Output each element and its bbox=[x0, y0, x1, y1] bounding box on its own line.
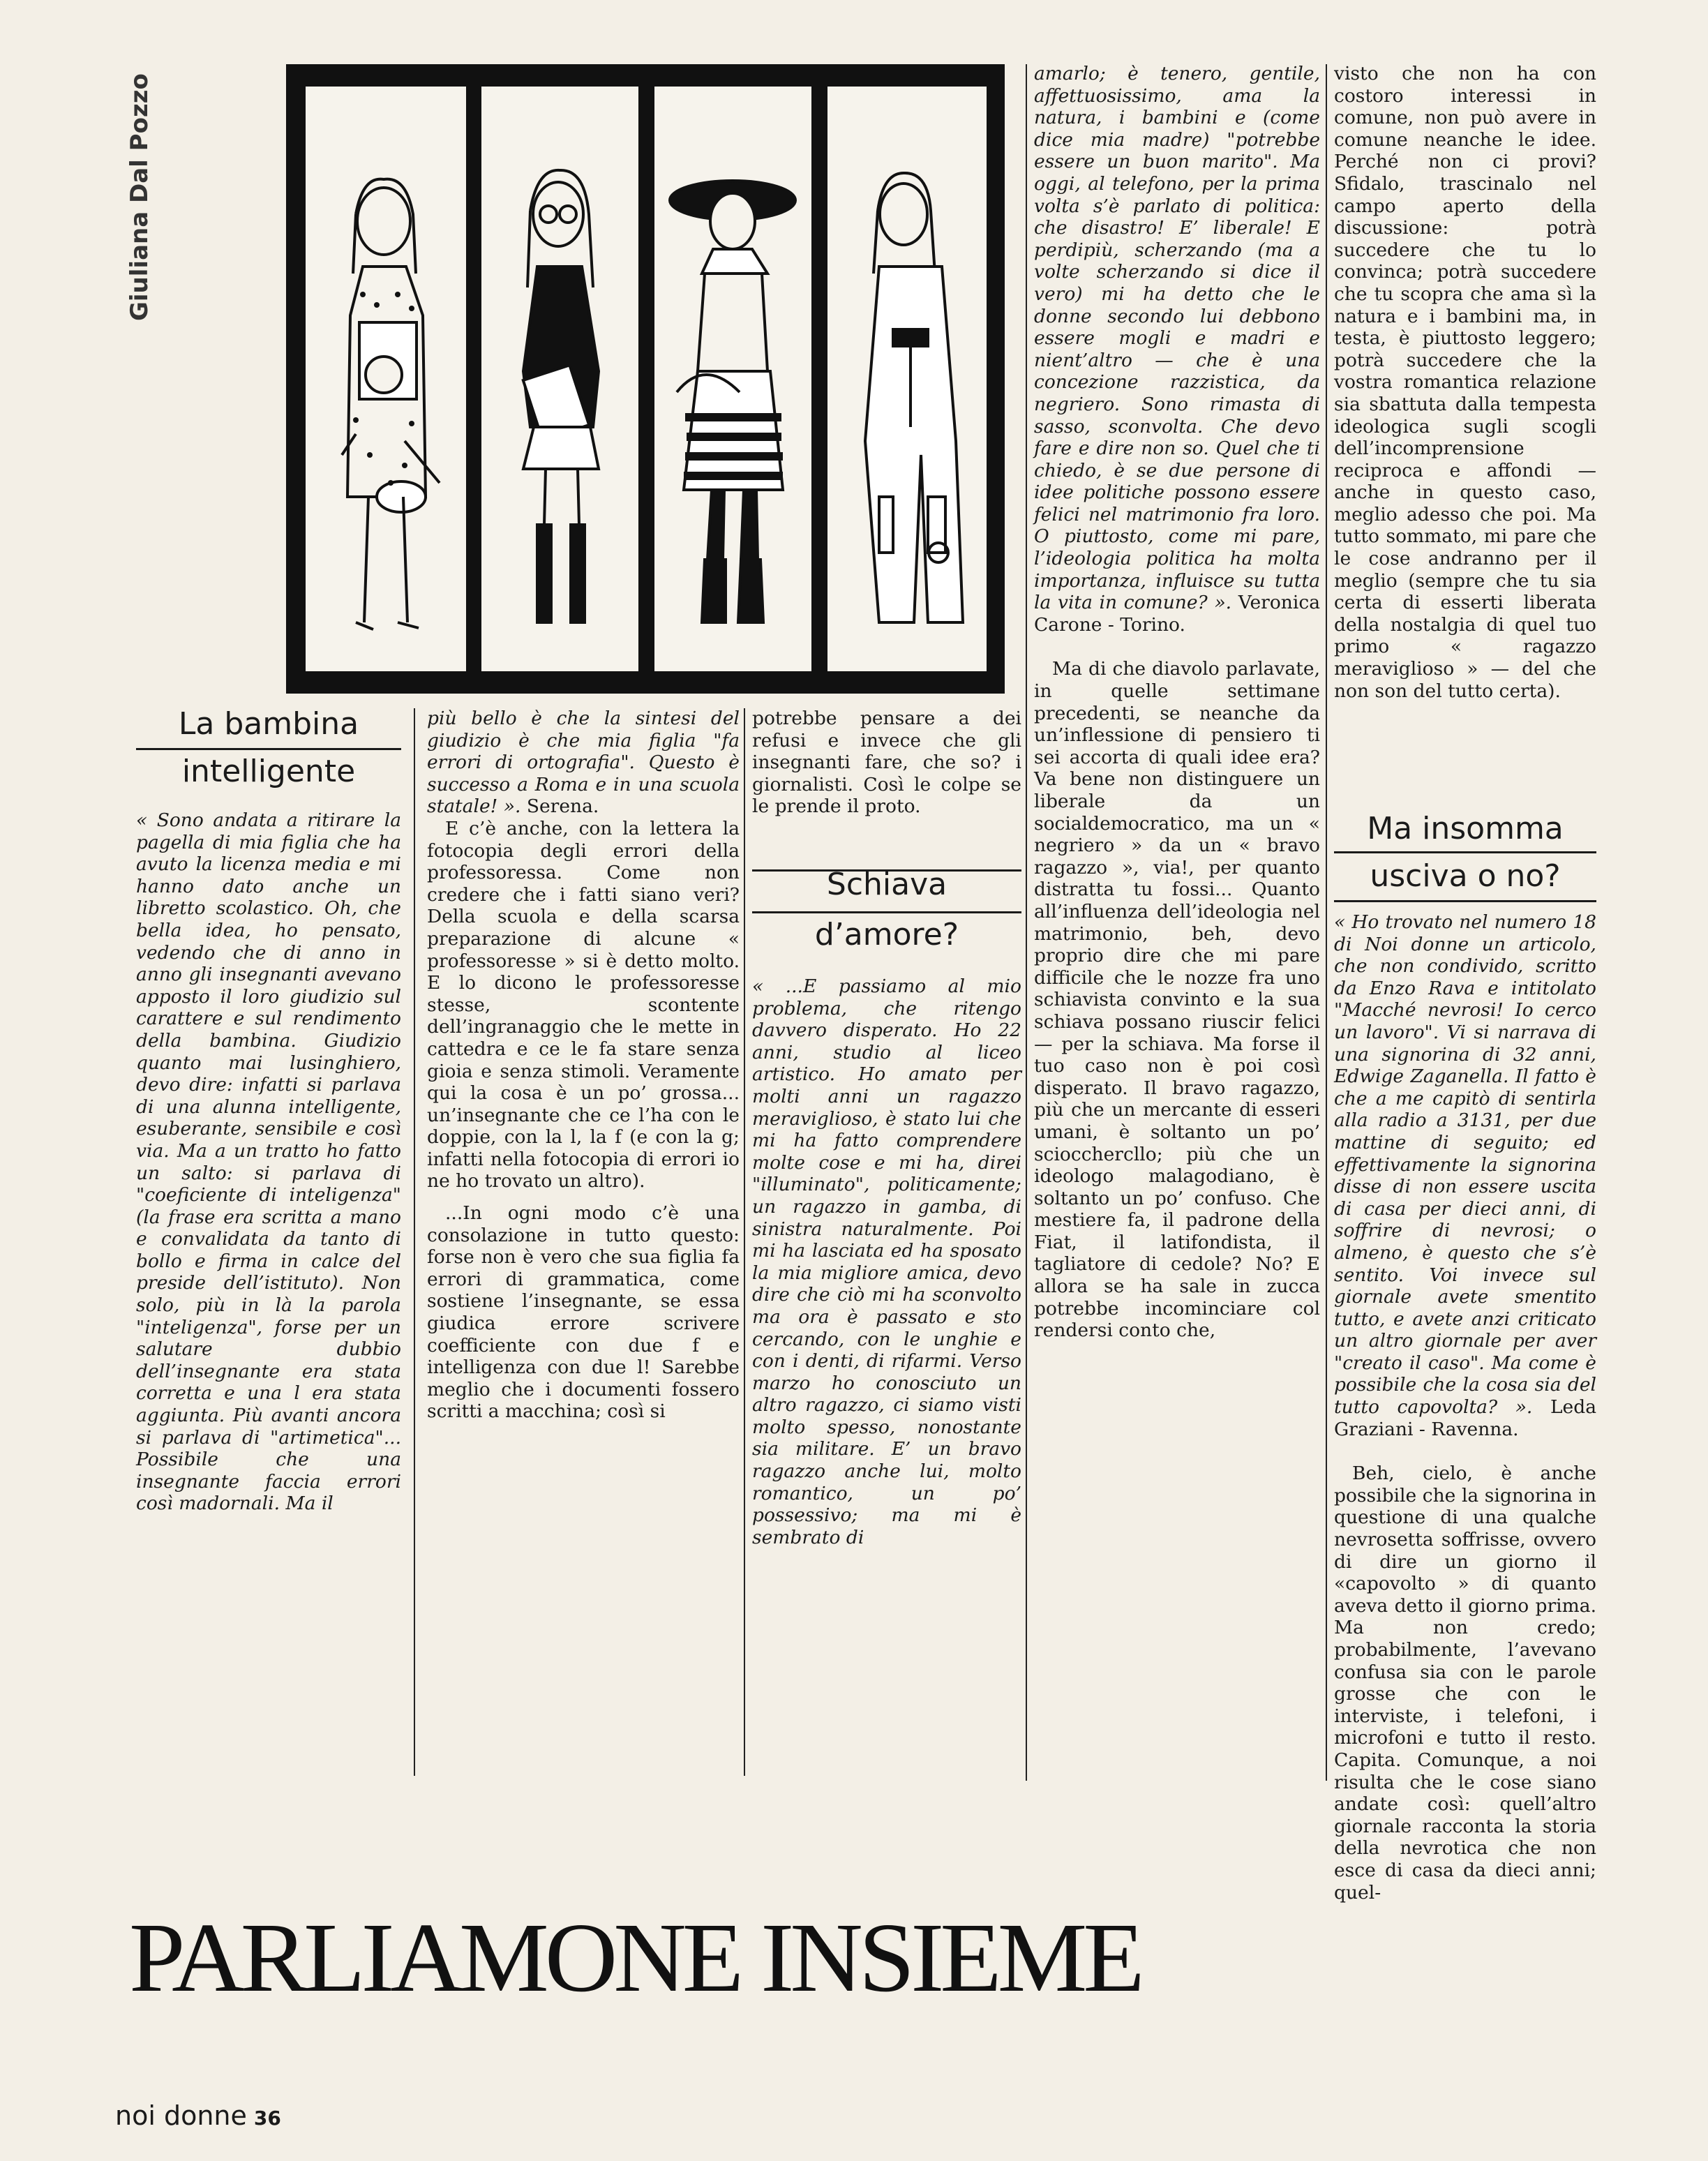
column-rule bbox=[1326, 64, 1327, 1781]
heading-insomma-line1: Ma insomma bbox=[1367, 811, 1564, 846]
page-footer bbox=[115, 2100, 281, 2131]
heading-schiava-line1: Schiava bbox=[826, 867, 947, 902]
column-3 bbox=[752, 708, 1021, 818]
magazine-name: noi donne bbox=[115, 2100, 247, 2131]
reply-bambina-2: ...In ogni modo c’è una consolazione in tutto questo: forse non è vero che sua figlia fa errori di grammatica, come sostiene l’insegnante, se essa giudica errore scrivere coefficiente con due f e intelligenza con due l! Sarebbe meglio che i documenti fossero scritti a macchina; così si bbox=[427, 1202, 740, 1423]
page-number: 36 bbox=[253, 2107, 281, 2130]
heading-insomma bbox=[1334, 809, 1596, 848]
column-3-letter bbox=[752, 975, 1021, 1548]
heading-schiava-2 bbox=[752, 915, 1021, 955]
heading-rule bbox=[1334, 900, 1596, 902]
column-rule bbox=[744, 708, 745, 1776]
column-1 bbox=[136, 809, 401, 1515]
byline bbox=[119, 73, 160, 328]
reply-bambina-end: potrebbe pensare a dei refusi e invece che gli insegnanti fare, che so? i giornalisti. Così le colpe se le prende il proto. bbox=[752, 708, 1021, 818]
section-banner: PARLIAMONE INSIEME bbox=[129, 1902, 1141, 2012]
column-rule bbox=[1026, 64, 1027, 1781]
heading-schiava bbox=[752, 865, 1021, 904]
illustration bbox=[286, 64, 1005, 694]
illustration-drawing bbox=[286, 64, 1005, 694]
heading-bambina-line1: La bambina bbox=[178, 706, 359, 742]
letter-schiava-end: amarlo; è tenero, gentile, affettuosissimo, ama la natura, i bambini e (come dice mia madre) "potrebbe essere un buon marito". Ma oggi, al telefono, per la prima volta s’è parlato di politica: che disastro! E’ liberale! E perdipiù, scherzando (ma a volte scherzando si dice il vero) mi ha detto che le donne secondo lui debbono essere mogli e madri e nient’altro — che è una concezione razzistica, da negriero. Sono rimasta di sasso, sconvolta. Che devo fare e dire non so. Quel che ti chiedo, è se due persone di idee politiche possono essere felici nel matrimonio fra loro. O piuttosto, come mi pare, l’ideologia politica ha molta importanza, influisce su tutta la vita in comune? ». bbox=[1034, 63, 1320, 614]
letter-signature: Leda Graziani - Ravenna. bbox=[1334, 1396, 1596, 1440]
byline-text: Giuliana Dal Pozzo bbox=[126, 73, 153, 321]
column-rule bbox=[414, 708, 415, 1776]
reply-bambina: E c’è anche, con la lettera la fotocopia degli errori della professoressa. Come non credere che i fatti siano veri? Della scuola e della scarsa preparazione di alcune « professoresse » si è detto molto. E lo dicono le professoresse stesse, scontente dell’ingranaggio che le mette in cattedra e ce le fa stare senza gioia e senza stimoli. Veramente qui la cosa è un po’ grossa... un’insegnante che ce l’ha con le doppie, con la l, la f (e con la g; infatti nella fotocopia di errori io ne ho trovato un altro). bbox=[427, 817, 740, 1192]
heading-bambina bbox=[136, 705, 401, 744]
column-4 bbox=[1034, 63, 1320, 1342]
reply-schiava: Ma di che diavolo parlavate, in quelle settimane precedenti, se neanche da un’inflessione di pensiero ti sei accorta di quali idee era? Va bene non distinguere un liberale da un socialdemocratico, ma un « negriero » da un « bravo ragazzo », via!, per quanto distratta tu fossi... Quanto all’influenza dell’ideologia nel matrimonio, beh, devo proprio dire che mi pare difficile che le nozze fra uno schiavista convinto e la sua schiava possano riuscir felici — per la schiava. Ma forse il tuo caso non è poi così disperato. Il bravo ragazzo, più che un mercante di esseri umani, è soltanto un po’ sciocchercllo; più che un ideologo malagodiano, è soltanto un po’ confuso. Che mestiere fa, il padrone della Fiat, il latifondista, il tagliatore di cedole? No? E allora se ha sale in zucca potrebbe incominciare col rendersi conto che, bbox=[1034, 658, 1320, 1342]
letter-signature: Serena. bbox=[526, 795, 599, 818]
heading-schiava-line2: d’amore? bbox=[814, 917, 959, 952]
letter-bambina-end: più bello è che la sintesi del giudizio è che mia figlia "fa errori di ortografia". Questo è successo a Roma e in una scuola statale! ». bbox=[427, 708, 740, 818]
heading-rule bbox=[752, 911, 1021, 913]
letter-insomma: « Ho trovato nel numero 18 di Noi donne un articolo, che non condivido, scritto da Enzo Rava e intitolato "Macché nevrosi! Io cerco un lavoro". Vi si narrava di una signorina di 32 anni, Edwige Zaganella. Il fatto è che a me capitò di sentirla alla radio a 3131, per due mattine di seguito; ed effettivamente la signorina disse di non essere uscita di casa per dieci anni, di soffrire di nevrosi; o almeno, è questo che s’è sentito. Voi invece sul giornale avete smentito tutto, e avete anzi criticato un altro giornale per aver "creato il caso". Ma come è possibile che la cosa sia del tutto capovolta? ». bbox=[1334, 911, 1596, 1419]
column-5 bbox=[1334, 63, 1596, 702]
heading-insomma-2 bbox=[1334, 857, 1596, 896]
reply-insomma: Beh, cielo, è anche possibile che la signorina in questione di una qualche nevrosetta soffrisse, ovvero di dire un giorno il «capovolto » di quanto aveva detto il giorno prima. Ma non credo; probabilmente, l’avevano confusa sia con le parole grosse che con le interviste, i telefoni, i microfoni e tutto il resto. Capita. Comunque, a noi risulta che le cose siano andate così: quell’altro giornale racconta la storia della nevrotica che non esce di casa da dieci anni; quel- bbox=[1334, 1463, 1596, 1904]
heading-insomma-line2: usciva o no? bbox=[1370, 858, 1561, 894]
heading-bambina-2 bbox=[136, 752, 401, 791]
letter-bambina: « Sono andata a ritirare la pagella di mia figlia che ha avuto la licenza media e mi hanno dato anche un libretto scolastico. Oh, che bella idea, ho pensato, vedendo che di anno in anno gli insegnanti avevano apposto il loro giudizio sul carattere e sul rendimento della bambina. Giudizio quanto mai lusinghiero, devo dire: infatti si parlava di una alunna intelligente, esuberante, sensibile e così via. Ma a un tratto ho fatto un salto: si parlava di "coeficiente di inteligenza" (la frase era scritta a mano e convalidata da tanto di bollo e firma in calce del preside dell’istituto). Non solo, più in là la parola "inteligenza", forse per un salutare dubbio dell’insegnante era stata corretta e una l era stata aggiunta. Più avanti ancora si parlava di "artimetica"... Possibile che una insegnante faccia errori così madornali. Ma il bbox=[136, 809, 401, 1515]
column-5-letter bbox=[1334, 911, 1596, 1904]
heading-rule bbox=[136, 748, 401, 750]
letter-schiava: « ...E passiamo al mio problema, che ritengo davvero disperato. Ho 22 anni, studio al liceo artistico. Ho amato per molti anni un ragazzo meraviglioso, è stato lui che mi ha fatto comprendere molte cose e mi ha, direi "illuminato", politicamente; un ragazzo in gamba, di sinistra naturalmente. Poi mi ha lasciata ed ha sposato la mia migliore amica, devo dire che ciò mi ha sconvolto ma ora è passato e sto cercando, con le unghie e con i denti, di rifarmi. Verso marzo ho conosciuto un altro ragazzo, ci siamo visti molto spesso, nonostante sia militare. E’ un bravo ragazzo anche lui, molto romantico, un po’ possessivo; ma mi è sembrato di bbox=[752, 975, 1021, 1548]
reply-schiava-end: visto che non ha con costoro interessi in comune, non può avere in comune neanche le idee. Perché non ci provi? Sfidalo, trascinalo nel campo aperto della discussione: potrà succedere che tu lo convinca; potrà succedere che tu scopra che ama sì la natura e i bambini ma, in testa, è piuttosto leggero; potrà succedere che la vostra romantica relazione sia sbattuta dalla tempesta ideologica sugli scogli dell’incomprensione reciproca e affondi — anche in questo caso, meglio adesso che poi. Ma tutto sommato, mi pare che le cose andranno per il meglio (sempre che tu sia certa di esserti liberata della nostalgia di quel tuo primo « ragazzo meraviglioso » — del che non son del tutto certa). bbox=[1334, 63, 1596, 702]
heading-rule bbox=[1334, 851, 1596, 853]
column-2 bbox=[427, 708, 740, 1423]
letter-signature: Veronica Carone - Torino. bbox=[1034, 592, 1320, 636]
heading-bambina-line2: intelligente bbox=[181, 754, 356, 789]
